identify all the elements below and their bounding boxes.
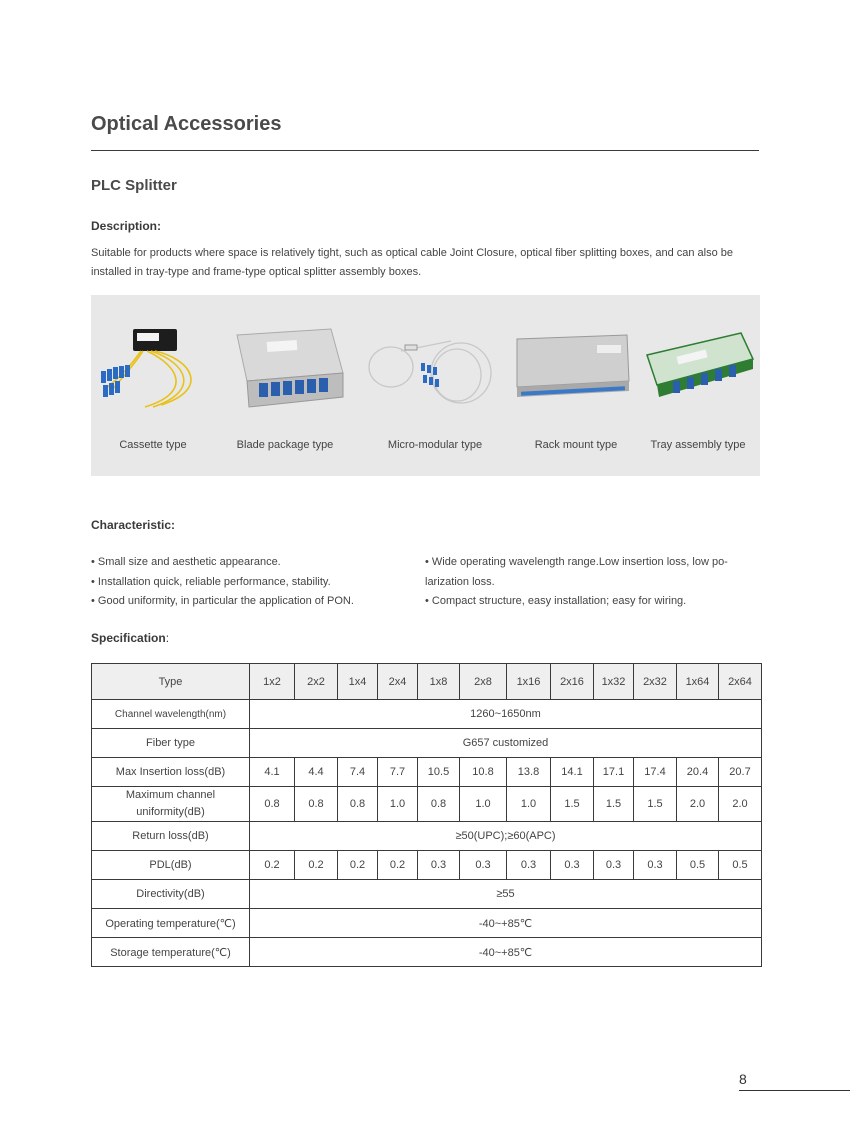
product-caption: Tray assembly type <box>650 439 746 451</box>
value-cell: 1.0 <box>460 787 507 822</box>
value-cell: 0.3 <box>507 851 551 880</box>
value-cell: 10.5 <box>418 758 460 787</box>
value-cell: 1.5 <box>634 787 677 822</box>
row-label: Directivity(dB) <box>92 880 250 909</box>
value-cell: 1.0 <box>378 787 418 822</box>
type-header-cell: 1x2 <box>250 664 295 700</box>
value-cell: 0.5 <box>719 851 762 880</box>
product-blade <box>219 295 351 476</box>
value-cell: 4.1 <box>250 758 295 787</box>
description-heading: Description: <box>91 219 162 233</box>
specification-table <box>91 663 762 967</box>
value-cell: 20.4 <box>677 758 719 787</box>
row-label: Storage temperature(℃) <box>92 938 250 967</box>
row-label: Operating temperature(℃) <box>92 909 250 938</box>
page-number: 8 <box>739 1071 747 1087</box>
value-cell: 1.0 <box>507 787 551 822</box>
product-caption: Cassette type <box>119 439 187 451</box>
type-header-cell: 1x16 <box>507 664 551 700</box>
table-header-row <box>92 664 762 700</box>
list-item: • Installation quick, reliable performance, stability. <box>91 575 331 588</box>
row-value: G657 customized <box>250 729 762 758</box>
value-cell: 4.4 <box>295 758 338 787</box>
row-value: -40~+85℃ <box>250 909 762 938</box>
type-header-cell: 2x64 <box>719 664 762 700</box>
row-value: 1260~1650nm <box>250 700 762 729</box>
value-cell: 0.8 <box>295 787 338 822</box>
description-text: Suitable for products where space is relatively tight, such as optical cable Joint Closure, optical fiber splitting boxes, and can also be installed in tray-type and frame-type optical splitter assembly boxes. <box>91 247 734 278</box>
product-rack <box>511 295 641 476</box>
list-item: • Small size and aesthetic appearance. <box>91 556 281 568</box>
specification-heading: Specification: <box>91 631 170 645</box>
value-cell: 0.3 <box>634 851 677 880</box>
type-header-cell: 1x8 <box>418 664 460 700</box>
value-cell: 17.4 <box>634 758 677 787</box>
value-cell: 0.8 <box>418 787 460 822</box>
value-cell: 10.8 <box>460 758 507 787</box>
table-row <box>92 787 762 822</box>
table-row <box>92 851 762 880</box>
list-item: • Wide operating wavelength range.Low insertion loss, low po- <box>425 556 728 568</box>
product-micro <box>361 295 509 476</box>
value-cell: 7.4 <box>338 758 378 787</box>
value-cell: 14.1 <box>551 758 594 787</box>
row-value: ≥50(UPC);≥60(APC) <box>250 822 762 851</box>
characteristic-heading: Characteristic: <box>91 518 176 532</box>
list-item: • Good uniformity, in particular the application of PON. <box>91 595 354 607</box>
product-cassette <box>91 295 203 476</box>
table-row <box>92 758 762 787</box>
table-row <box>92 729 762 758</box>
value-cell: 0.8 <box>338 787 378 822</box>
product-caption: Blade package type <box>236 439 334 451</box>
type-header-cell: 1x64 <box>677 664 719 700</box>
row-label: Return loss(dB) <box>92 822 250 851</box>
value-cell: 2.0 <box>677 787 719 822</box>
value-cell: 17.1 <box>594 758 634 787</box>
section-title: PLC Splitter <box>91 177 177 194</box>
cassette-splitter-image <box>91 319 203 415</box>
type-header-cell: 1x4 <box>338 664 378 700</box>
type-header-cell: 2x8 <box>460 664 507 700</box>
type-header-cell: 2x2 <box>295 664 338 700</box>
row-label: Channel wavelength(nm) <box>92 700 250 729</box>
value-cell: 1.5 <box>551 787 594 822</box>
row-label: Maximum channel uniformity(dB) <box>92 787 250 822</box>
list-item: • Compact structure, easy installation; easy for wiring. <box>425 595 687 607</box>
type-header: Type <box>92 664 250 700</box>
value-cell: 2.0 <box>719 787 762 822</box>
value-cell: 0.2 <box>378 851 418 880</box>
tray-splitter-image <box>641 319 755 415</box>
value-cell: 0.2 <box>295 851 338 880</box>
row-label: Fiber type <box>92 729 250 758</box>
product-gallery <box>91 295 760 476</box>
blade-splitter-image <box>219 319 351 415</box>
page-number-rule <box>739 1090 850 1091</box>
table-row <box>92 880 762 909</box>
value-cell: 0.3 <box>551 851 594 880</box>
row-value: ≥55 <box>250 880 762 909</box>
value-cell: 0.3 <box>460 851 507 880</box>
characteristic-list-right <box>425 553 761 612</box>
value-cell: 0.3 <box>418 851 460 880</box>
value-cell: 7.7 <box>378 758 418 787</box>
row-label: Max Insertion loss(dB) <box>92 758 250 787</box>
row-label: PDL(dB) <box>92 851 250 880</box>
value-cell: 0.5 <box>677 851 719 880</box>
list-item: larization loss. <box>425 575 495 588</box>
value-cell: 0.2 <box>338 851 378 880</box>
type-header-cell: 2x4 <box>378 664 418 700</box>
table-row <box>92 822 762 851</box>
value-cell: 1.5 <box>594 787 634 822</box>
title-divider <box>91 150 759 151</box>
value-cell: 0.2 <box>250 851 295 880</box>
value-cell: 20.7 <box>719 758 762 787</box>
type-header-cell: 2x32 <box>634 664 677 700</box>
table-row <box>92 909 762 938</box>
value-cell: 0.3 <box>594 851 634 880</box>
micro-splitter-image <box>361 319 509 415</box>
value-cell: 0.8 <box>250 787 295 822</box>
type-header-cell: 1x32 <box>594 664 634 700</box>
product-caption: Micro-modular type <box>387 439 483 451</box>
value-cell: 13.8 <box>507 758 551 787</box>
characteristic-list-left <box>91 553 411 612</box>
product-caption: Rack mount type <box>534 439 618 451</box>
table-row <box>92 700 762 729</box>
rack-splitter-image <box>511 319 641 415</box>
type-header-cell: 2x16 <box>551 664 594 700</box>
product-tray <box>641 295 755 476</box>
page-title: Optical Accessories <box>91 113 282 135</box>
row-value: -40~+85℃ <box>250 938 762 967</box>
table-row <box>92 938 762 967</box>
